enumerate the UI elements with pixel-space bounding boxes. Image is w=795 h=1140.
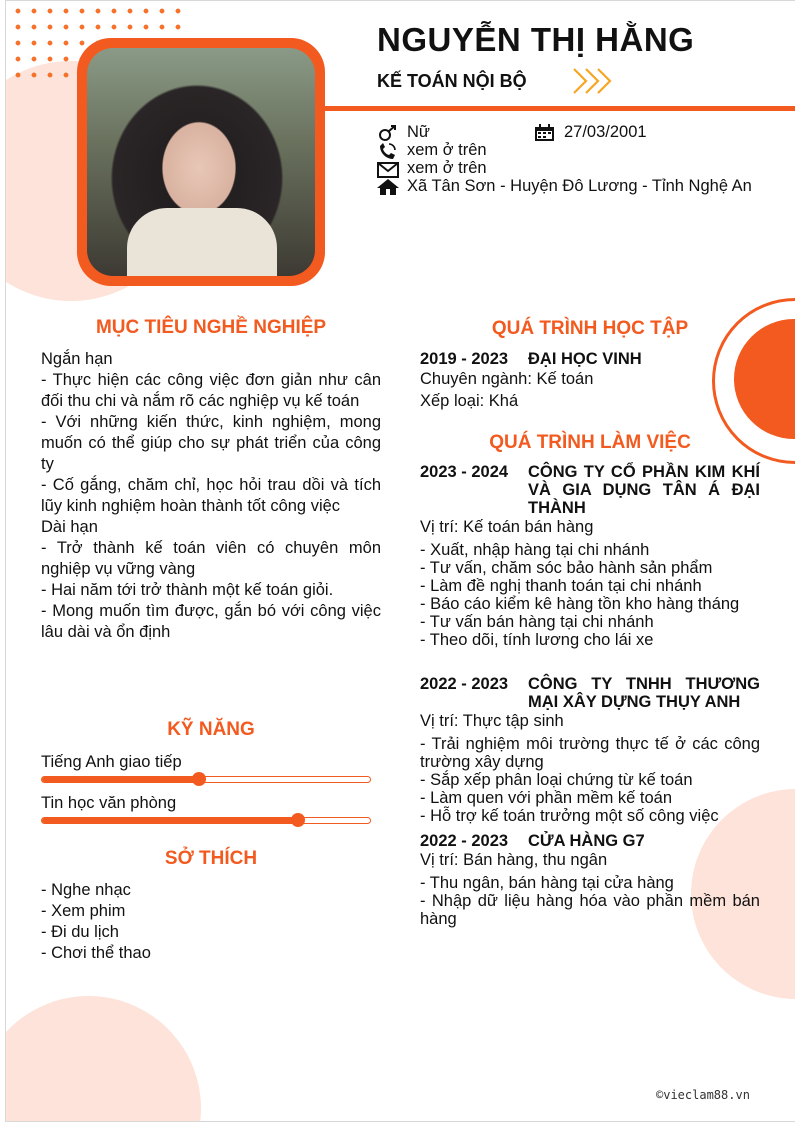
gender-value: Nữ bbox=[407, 123, 430, 141]
job-company: CỬA HÀNG G7 bbox=[528, 832, 645, 850]
education-entry bbox=[420, 350, 760, 414]
job-duty: - Theo dõi, tính lương cho lái xe bbox=[420, 631, 654, 649]
hobby-item: - Xem phim bbox=[41, 902, 126, 920]
skill-bar-knob bbox=[192, 772, 206, 786]
objective-line: - Mong muốn tìm được, gắn bó với công việc lâu dài và ổn định bbox=[41, 602, 381, 641]
phone-icon bbox=[377, 142, 399, 160]
skill-bar bbox=[41, 817, 371, 824]
job-position: Vị trí: Kế toán bán hàng bbox=[420, 518, 594, 536]
job-company: CÔNG TY TNHH THƯƠNG MẠI XÂY DỰNG THỤY ANH bbox=[528, 675, 760, 711]
contact-phone bbox=[377, 141, 677, 161]
job-years: 2022 - 2023 bbox=[420, 832, 509, 850]
education-title: QUÁ TRÌNH HỌC TẬP bbox=[491, 318, 689, 339]
contact-gender bbox=[377, 123, 527, 143]
deco-circle-bottom-left bbox=[5, 996, 201, 1122]
skill-bar-knob bbox=[291, 813, 305, 827]
gender-icon bbox=[377, 124, 399, 142]
job-years: 2023 - 2024 bbox=[420, 463, 509, 481]
education-school: ĐẠI HỌC VINH bbox=[528, 350, 642, 368]
address-value: Xã Tân Sơn - Huyện Đô Lương - Tỉnh Nghệ An bbox=[407, 177, 752, 195]
objective-line: - Trở thành kế toán viên có chuyên môn nghiệp vụ vững vàng bbox=[41, 539, 381, 578]
avatar bbox=[87, 48, 315, 276]
job-position: Vị trí: Bán hàng, thu ngân bbox=[420, 851, 608, 869]
job-duty: - Xuất, nhập hàng tại chi nhánh bbox=[420, 541, 650, 559]
job-duties bbox=[420, 735, 760, 825]
objective-line: - Hai năm tới trở thành một kế toán giỏi. bbox=[41, 581, 334, 599]
job-position: Vị trí: Thực tập sinh bbox=[420, 712, 564, 730]
chevrons-icon bbox=[572, 65, 616, 97]
candidate-name: NGUYỄN THỊ HẰNG bbox=[377, 21, 695, 58]
job-company: CÔNG TY CỔ PHẦN KIM KHÍ VÀ GIA DỤNG TÂN Á ĐẠI THÀNH bbox=[528, 463, 760, 517]
education-years: 2019 - 2023 bbox=[420, 350, 509, 368]
skills-title: KỸ NĂNG bbox=[167, 719, 255, 740]
hobby-item: - Đi du lịch bbox=[41, 923, 119, 941]
job-years: 2022 - 2023 bbox=[420, 675, 509, 693]
objective-text bbox=[41, 349, 381, 643]
hobbies-title: SỞ THÍCH bbox=[164, 848, 258, 869]
birthday-value: 27/03/2001 bbox=[564, 123, 647, 141]
job-title: KẾ TOÁN NỘI BỘ bbox=[377, 71, 527, 91]
watermark: ©vieclam88.vn bbox=[656, 1088, 750, 1102]
skill-label: Tiếng Anh giao tiếp bbox=[41, 753, 182, 771]
objective-line: - Thực hiện các công việc đơn giản như cân đối thu chi và nắm rõ các nghiệp vụ kế toán bbox=[41, 371, 381, 410]
cv-page bbox=[5, 0, 795, 1122]
skill-bar-fill bbox=[42, 777, 199, 782]
objective-line: - Với những kiến thức, kinh nghiệm, mong muốn có thể giúp cho sự phát triển của công ty bbox=[41, 413, 381, 473]
education-major: Chuyên ngành: Kế toán bbox=[420, 370, 594, 388]
job-duty: - Báo cáo kiểm kê hàng tồn kho hàng tháng bbox=[420, 595, 740, 613]
job-duty: - Làm quen với phần mềm kế toán bbox=[420, 789, 673, 807]
objective-title: MỤC TIÊU NGHỀ NGHIỆP bbox=[95, 317, 327, 338]
contact-email bbox=[377, 159, 677, 179]
header-rule bbox=[316, 106, 795, 111]
job-duties bbox=[420, 541, 760, 649]
job-duty: - Trải nghiệm môi trường thực tế ở các công trường xây dựng bbox=[420, 735, 760, 771]
avatar-body bbox=[127, 208, 277, 276]
skill-bar-fill bbox=[42, 818, 298, 823]
job-duty: - Thu ngân, bán hàng tại cửa hàng bbox=[420, 874, 674, 892]
email-icon bbox=[377, 160, 399, 178]
job-duty: - Nhập dữ liệu hàng hóa vào phần mềm bán hàng bbox=[420, 892, 760, 928]
objective-line: Ngắn hạn bbox=[41, 350, 113, 368]
job-duty: - Hỗ trợ kế toán trưởng một số công việc bbox=[420, 807, 719, 825]
calendar-icon bbox=[534, 124, 556, 142]
skill-bar bbox=[41, 776, 371, 783]
job-duties bbox=[420, 874, 760, 928]
objective-line: Dài hạn bbox=[41, 518, 98, 536]
email-value: xem ở trên bbox=[407, 159, 487, 177]
job-duty: - Tư vấn bán hàng tại chi nhánh bbox=[420, 613, 654, 631]
hobby-item: - Chơi thể thao bbox=[41, 944, 151, 962]
job-duty: - Tư vấn, chăm sóc bảo hành sản phẩm bbox=[420, 559, 713, 577]
job-duty: - Sắp xếp phân loại chứng từ kế toán bbox=[420, 771, 693, 789]
hobbies-list bbox=[41, 880, 381, 964]
skill-label: Tin học văn phòng bbox=[41, 794, 177, 812]
phone-value: xem ở trên bbox=[407, 141, 487, 159]
job-duty: - Làm đề nghị thanh toán tại chi nhánh bbox=[420, 577, 702, 595]
contact-birthday bbox=[534, 123, 734, 143]
avatar-frame bbox=[77, 38, 325, 286]
job-entry bbox=[420, 675, 760, 827]
job-entry bbox=[420, 463, 760, 668]
education-grade: Xếp loại: Khá bbox=[420, 392, 519, 410]
job-entry bbox=[420, 832, 760, 932]
objective-line: - Cố gắng, chăm chỉ, học hỏi trau dồi và tích lũy kinh nghiệm hoàn thành tốt công việc bbox=[41, 476, 381, 515]
contact-address bbox=[377, 177, 787, 197]
experience-title: QUÁ TRÌNH LÀM VIỆC bbox=[489, 432, 691, 453]
hobby-item: - Nghe nhạc bbox=[41, 881, 131, 899]
home-icon bbox=[377, 178, 399, 196]
